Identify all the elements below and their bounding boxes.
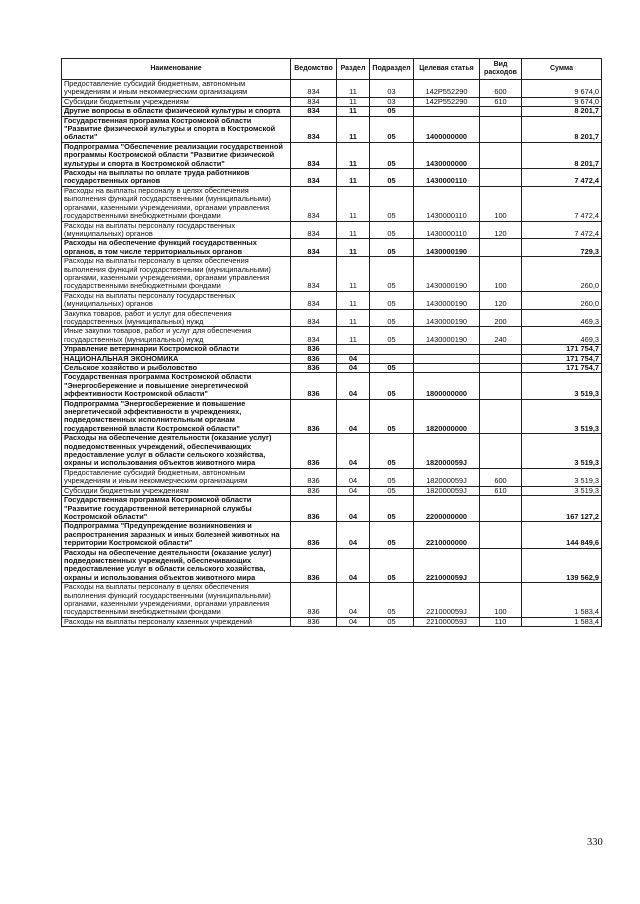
cell-razdel: 11 (337, 221, 370, 239)
cell-sum: 469,3 (522, 309, 602, 327)
cell-target-article: 1430000190 (414, 239, 480, 257)
cell-name: Расходы на выплаты персоналу в целях обеспечения выполнения функций государственными (муниципальными) органами, казенными учреждениями, органами управления государственными внебюджетными фондами (62, 257, 291, 292)
cell-razdel: 04 (337, 617, 370, 626)
col-header-podrazdel: Подраздел (370, 59, 414, 80)
cell-sum: 3 519,3 (522, 486, 602, 495)
cell-target-article: 2200000000 (414, 496, 480, 522)
cell-razdel: 11 (337, 257, 370, 292)
cell-razdel: 11 (337, 309, 370, 327)
cell-vedomstvo: 836 (291, 496, 337, 522)
cell-podrazdel: 05 (370, 373, 414, 399)
cell-target-article: 1430000190 (414, 327, 480, 345)
table-row (62, 354, 602, 363)
cell-expense-type (480, 169, 522, 187)
cell-expense-type: 110 (480, 617, 522, 626)
cell-razdel: 04 (337, 434, 370, 469)
cell-expense-type: 100 (480, 186, 522, 221)
cell-target-article: 1430000000 (414, 142, 480, 168)
cell-name: Подпрограмма "Энергосбережение и повышение энергетической эффективности в учреждениях, подведомственных исполнительным органам государственной власти Костромской области" (62, 399, 291, 434)
cell-target-article (414, 107, 480, 116)
table-row (62, 373, 602, 399)
cell-name: Расходы на выплаты персоналу казенных учреждений (62, 617, 291, 626)
table-row (62, 617, 602, 626)
cell-name: Государственная программа Костромской области "Энергосбережение и повышение энергетической эффективности Костромской области" (62, 373, 291, 399)
cell-target-article: 1400000000 (414, 116, 480, 142)
table-row (62, 345, 602, 354)
cell-razdel: 11 (337, 107, 370, 116)
cell-sum: 3 519,3 (522, 434, 602, 469)
cell-expense-type: 120 (480, 221, 522, 239)
table-row (62, 468, 602, 486)
cell-vedomstvo: 836 (291, 486, 337, 495)
col-header-name: Наименование (62, 59, 291, 80)
budget-table (61, 58, 602, 627)
cell-vedomstvo: 834 (291, 309, 337, 327)
table-row (62, 309, 602, 327)
cell-name: Предоставление субсидий бюджетным, автономным учреждениям и иным некоммерческим организациям (62, 468, 291, 486)
cell-podrazdel: 03 (370, 97, 414, 106)
cell-podrazdel: 05 (370, 496, 414, 522)
table-row (62, 80, 602, 98)
cell-razdel: 11 (337, 80, 370, 98)
cell-podrazdel: 05 (370, 548, 414, 583)
cell-vedomstvo: 836 (291, 548, 337, 583)
cell-expense-type (480, 399, 522, 434)
table-row (62, 327, 602, 345)
cell-podrazdel: 05 (370, 107, 414, 116)
cell-expense-type (480, 434, 522, 469)
col-header-vedomstvo: Ведомство (291, 59, 337, 80)
cell-sum: 7 472,4 (522, 186, 602, 221)
cell-sum: 144 849,6 (522, 522, 602, 548)
table-row (62, 257, 602, 292)
cell-vedomstvo: 834 (291, 107, 337, 116)
cell-podrazdel: 05 (370, 468, 414, 486)
page-number: 330 (587, 837, 603, 848)
cell-vedomstvo: 834 (291, 116, 337, 142)
cell-razdel: 04 (337, 496, 370, 522)
cell-expense-type (480, 116, 522, 142)
cell-vedomstvo: 834 (291, 97, 337, 106)
table-row (62, 291, 602, 309)
cell-target-article: 142P552290 (414, 97, 480, 106)
cell-name: Другие вопросы в области физической культуры и спорта (62, 107, 291, 116)
cell-expense-type (480, 142, 522, 168)
table-row (62, 239, 602, 257)
cell-podrazdel: 05 (370, 239, 414, 257)
cell-expense-type: 600 (480, 468, 522, 486)
cell-vedomstvo: 836 (291, 373, 337, 399)
cell-vedomstvo: 834 (291, 186, 337, 221)
cell-target-article: 221000059J (414, 583, 480, 618)
cell-podrazdel: 05 (370, 434, 414, 469)
cell-name: Расходы на обеспечение функций государственных органов, в том числе территориальных органов (62, 239, 291, 257)
cell-expense-type (480, 522, 522, 548)
cell-expense-type (480, 364, 522, 373)
table-row (62, 496, 602, 522)
cell-target-article: 1800000000 (414, 373, 480, 399)
cell-sum: 171 754,7 (522, 345, 602, 354)
cell-expense-type: 610 (480, 486, 522, 495)
cell-name: Расходы на выплаты персоналу в целях обеспечения выполнения функций государственными (муниципальными) органами, казенными учреждениями, органами управления государственными внебюджетными фондами (62, 186, 291, 221)
cell-sum: 1 583,4 (522, 583, 602, 618)
cell-podrazdel: 05 (370, 116, 414, 142)
cell-sum: 167 127,2 (522, 496, 602, 522)
table-row (62, 522, 602, 548)
cell-expense-type (480, 548, 522, 583)
cell-razdel: 11 (337, 169, 370, 187)
cell-sum: 729,3 (522, 239, 602, 257)
cell-podrazdel: 03 (370, 80, 414, 98)
cell-razdel: 04 (337, 583, 370, 618)
cell-vedomstvo: 836 (291, 345, 337, 354)
cell-target-article: 1430000110 (414, 169, 480, 187)
cell-name: Расходы на обеспечение деятельности (оказание услуг) подведомственных учреждений, обеспечивающих предоставление услуг в области сельского хозяйства, охраны и использования объектов животного мира (62, 434, 291, 469)
cell-podrazdel: 05 (370, 257, 414, 292)
cell-vedomstvo: 836 (291, 468, 337, 486)
cell-razdel: 04 (337, 548, 370, 583)
cell-vedomstvo: 836 (291, 399, 337, 434)
col-header-razdel: Раздел (337, 59, 370, 80)
cell-name: Расходы на обеспечение деятельности (оказание услуг) подведомственных учреждений, обеспечивающих предоставление услуг в области сельского хозяйства, охраны и использования объектов животного мира (62, 548, 291, 583)
cell-vedomstvo: 836 (291, 364, 337, 373)
cell-expense-type: 100 (480, 257, 522, 292)
table-row (62, 583, 602, 618)
cell-name: Субсидии бюджетным учреждениям (62, 486, 291, 495)
cell-name: Подпрограмма "Обеспечение реализации государственной программы Костромской области "Развитие физической культуры и спорта в Костромской области" (62, 142, 291, 168)
cell-podrazdel: 05 (370, 486, 414, 495)
cell-target-article: 1430000110 (414, 221, 480, 239)
table-row (62, 142, 602, 168)
cell-podrazdel: 05 (370, 169, 414, 187)
cell-vedomstvo: 834 (291, 257, 337, 292)
cell-razdel: 04 (337, 522, 370, 548)
cell-name: Государственная программа Костромской области "Развитие физической культуры и спорта в Костромской области" (62, 116, 291, 142)
cell-target-article: 1430000190 (414, 309, 480, 327)
cell-razdel: 04 (337, 354, 370, 363)
cell-podrazdel: 05 (370, 399, 414, 434)
cell-target-article: 142P552290 (414, 80, 480, 98)
cell-target-article: 2210000000 (414, 522, 480, 548)
col-header-sum: Сумма (522, 59, 602, 80)
cell-vedomstvo: 836 (291, 522, 337, 548)
table-row (62, 221, 602, 239)
cell-sum: 8 201,7 (522, 116, 602, 142)
cell-sum: 8 201,7 (522, 107, 602, 116)
cell-sum: 260,0 (522, 291, 602, 309)
cell-sum: 171 754,7 (522, 354, 602, 363)
cell-expense-type (480, 107, 522, 116)
cell-name: Расходы на выплаты персоналу государственных (муниципальных) органов (62, 291, 291, 309)
table-row (62, 186, 602, 221)
table-row (62, 116, 602, 142)
cell-target-article: 1820000000 (414, 399, 480, 434)
cell-name: Управление ветеринарии Костромской области (62, 345, 291, 354)
cell-razdel: 04 (337, 468, 370, 486)
table-header (62, 59, 602, 80)
table-body (62, 80, 602, 627)
cell-expense-type (480, 373, 522, 399)
table-row (62, 399, 602, 434)
cell-podrazdel: 05 (370, 364, 414, 373)
cell-target-article: 221000059J (414, 617, 480, 626)
cell-vedomstvo: 836 (291, 617, 337, 626)
cell-sum: 3 519,3 (522, 373, 602, 399)
cell-podrazdel: 05 (370, 309, 414, 327)
cell-name: Расходы на выплаты персоналу в целях обеспечения выполнения функций государственными (муниципальными) органами, казенными учреждениями, органами управления государственными внебюджетными фондами (62, 583, 291, 618)
cell-podrazdel: 05 (370, 221, 414, 239)
cell-vedomstvo: 834 (291, 169, 337, 187)
cell-sum: 9 674,0 (522, 80, 602, 98)
cell-expense-type: 240 (480, 327, 522, 345)
cell-target-article: 1430000190 (414, 257, 480, 292)
col-header-expense-type: Вид расходов (480, 59, 522, 80)
cell-vedomstvo: 834 (291, 142, 337, 168)
cell-razdel: 11 (337, 239, 370, 257)
cell-razdel: 04 (337, 373, 370, 399)
cell-expense-type: 200 (480, 309, 522, 327)
header-row (62, 59, 602, 80)
cell-razdel: 11 (337, 142, 370, 168)
cell-sum: 3 519,3 (522, 399, 602, 434)
table-row (62, 364, 602, 373)
cell-podrazdel: 05 (370, 291, 414, 309)
cell-expense-type: 610 (480, 97, 522, 106)
table-row (62, 107, 602, 116)
cell-podrazdel: 05 (370, 583, 414, 618)
cell-target-article: 182000059J (414, 468, 480, 486)
table-row (62, 486, 602, 495)
cell-target-article: 1430000190 (414, 291, 480, 309)
table-row (62, 434, 602, 469)
cell-expense-type: 600 (480, 80, 522, 98)
cell-sum: 9 674,0 (522, 97, 602, 106)
cell-vedomstvo: 836 (291, 583, 337, 618)
cell-expense-type (480, 239, 522, 257)
cell-podrazdel: 05 (370, 522, 414, 548)
cell-podrazdel: 05 (370, 327, 414, 345)
cell-expense-type: 120 (480, 291, 522, 309)
cell-razdel: 04 (337, 399, 370, 434)
cell-name: Государственная программа Костромской области "Развитие государственной ветеринарной службы Костромской области" (62, 496, 291, 522)
cell-target-article: 1430000110 (414, 186, 480, 221)
cell-expense-type (480, 496, 522, 522)
cell-podrazdel (370, 345, 414, 354)
cell-name: Подпрограмма "Предупреждение возникновения и распространения заразных и иных болезней животных на территории Костромской области" (62, 522, 291, 548)
cell-razdel: 11 (337, 97, 370, 106)
cell-vedomstvo: 836 (291, 354, 337, 363)
cell-expense-type (480, 345, 522, 354)
cell-target-article: 182000059J (414, 434, 480, 469)
cell-name: Предоставление субсидий бюджетным, автономным учреждениям и иным некоммерческим организациям (62, 80, 291, 98)
cell-name: Расходы на выплаты персоналу государственных (муниципальных) органов (62, 221, 291, 239)
cell-sum: 7 472,4 (522, 169, 602, 187)
col-header-target-article: Целевая статья (414, 59, 480, 80)
table-row (62, 97, 602, 106)
cell-razdel: 11 (337, 291, 370, 309)
table-row (62, 548, 602, 583)
cell-sum: 260,0 (522, 257, 602, 292)
cell-podrazdel: 05 (370, 617, 414, 626)
cell-razdel: 11 (337, 116, 370, 142)
cell-target-article: 182000059J (414, 486, 480, 495)
cell-target-article: 221000059J (414, 548, 480, 583)
cell-vedomstvo: 834 (291, 327, 337, 345)
cell-sum: 8 201,7 (522, 142, 602, 168)
cell-expense-type: 100 (480, 583, 522, 618)
cell-razdel (337, 345, 370, 354)
cell-sum: 1 583,4 (522, 617, 602, 626)
cell-sum: 7 472,4 (522, 221, 602, 239)
cell-target-article (414, 345, 480, 354)
cell-name: Субсидии бюджетным учреждениям (62, 97, 291, 106)
cell-razdel: 11 (337, 327, 370, 345)
cell-sum: 171 754,7 (522, 364, 602, 373)
cell-expense-type (480, 354, 522, 363)
cell-vedomstvo: 834 (291, 221, 337, 239)
cell-sum: 3 519,3 (522, 468, 602, 486)
cell-name: НАЦИОНАЛЬНАЯ ЭКОНОМИКА (62, 354, 291, 363)
cell-target-article (414, 364, 480, 373)
cell-podrazdel: 05 (370, 186, 414, 221)
cell-sum: 469,3 (522, 327, 602, 345)
cell-razdel: 04 (337, 486, 370, 495)
cell-vedomstvo: 834 (291, 239, 337, 257)
cell-name: Закупка товаров, работ и услуг для обеспечения государственных (муниципальных) нужд (62, 309, 291, 327)
cell-podrazdel (370, 354, 414, 363)
cell-podrazdel: 05 (370, 142, 414, 168)
cell-target-article (414, 354, 480, 363)
table-row (62, 169, 602, 187)
cell-vedomstvo: 834 (291, 291, 337, 309)
cell-vedomstvo: 834 (291, 80, 337, 98)
cell-sum: 139 562,9 (522, 548, 602, 583)
cell-name: Расходы на выплаты по оплате труда работников государственных органов (62, 169, 291, 187)
cell-name: Сельское хозяйство и рыболовство (62, 364, 291, 373)
cell-razdel: 04 (337, 364, 370, 373)
cell-razdel: 11 (337, 186, 370, 221)
cell-vedomstvo: 836 (291, 434, 337, 469)
cell-name: Иные закупки товаров, работ и услуг для обеспечения государственных (муниципальных) нужд (62, 327, 291, 345)
